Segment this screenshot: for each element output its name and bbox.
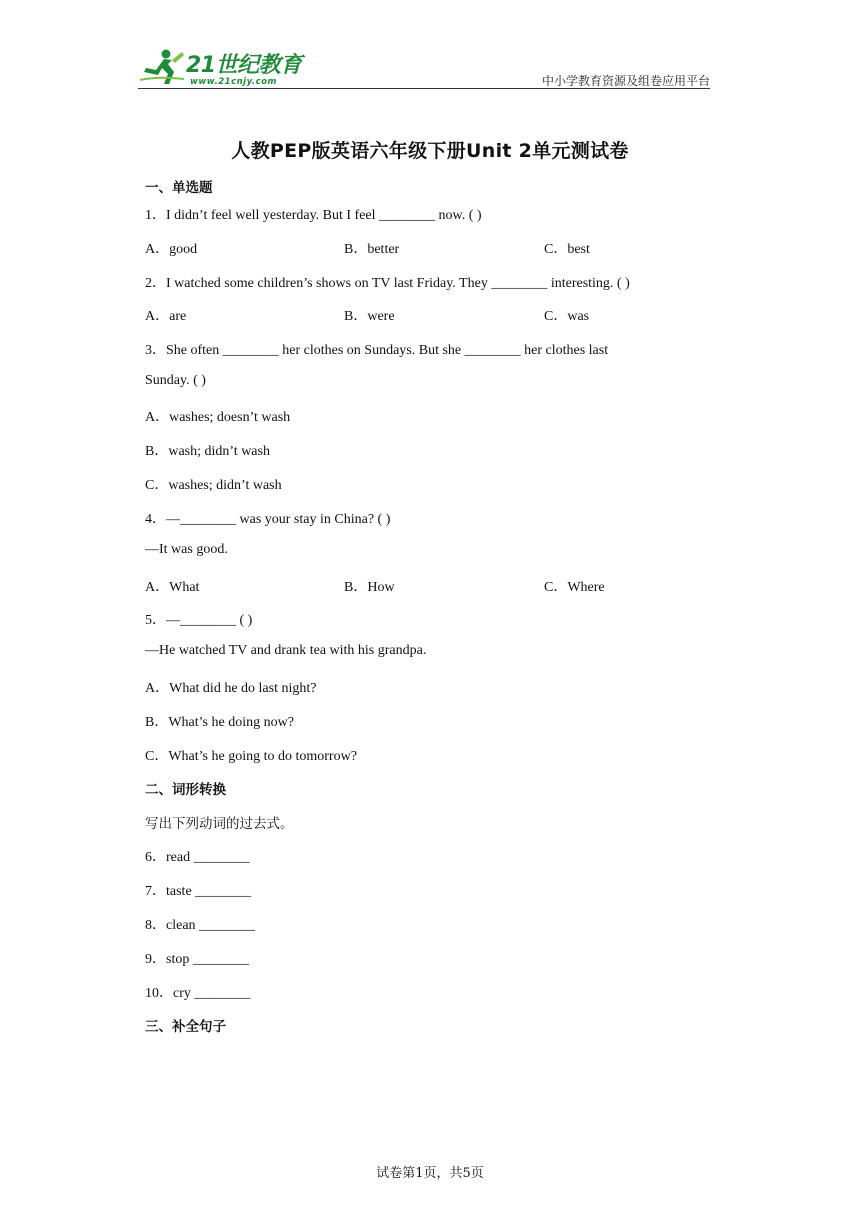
question-3-stem-line-1: 3．She often ________ her clothes on Sundays. But she ________ her clothes last: [145, 343, 609, 358]
question-3-stem-line-2: Sunday. ( ): [145, 373, 206, 388]
question-4-option-a[interactable]: A．What: [145, 580, 200, 595]
page-footer: 试卷第1页，共5页: [376, 1166, 484, 1181]
question-5-option-b[interactable]: B．What’s he doing now?: [145, 715, 294, 730]
runner-logo-icon: [138, 46, 188, 86]
question-5-option-a[interactable]: A．What did he do last night?: [145, 681, 317, 696]
question-2-option-c[interactable]: C．was: [544, 309, 590, 324]
question-5-stem: 5．—________ ( ): [145, 613, 253, 628]
header-divider: [138, 88, 710, 89]
question-1-option-b[interactable]: B．better: [344, 242, 400, 257]
page-title: 人教PEP版英语六年级下册Unit 2单元测试卷: [231, 140, 629, 162]
question-5-answer: —He watched TV and drank tea with his grandpa.: [145, 643, 427, 658]
question-4-option-b[interactable]: B．How: [344, 580, 395, 595]
question-9: 9．stop ________: [145, 952, 249, 967]
section-2-instruction: 写出下列动词的过去式。: [145, 816, 294, 832]
question-1-option-a[interactable]: A．good: [145, 242, 198, 257]
section-heading-1: 一、单选题: [145, 180, 213, 196]
question-4-option-c[interactable]: C．Where: [544, 580, 605, 595]
logo-url: www.21cnjy.com: [190, 77, 277, 87]
logo-text: 21世纪教育: [186, 53, 302, 78]
page-header: [138, 44, 710, 90]
question-3-option-c[interactable]: C．washes; didn’t wash: [145, 478, 282, 493]
question-7: 7．taste ________: [145, 884, 252, 899]
question-5-option-c[interactable]: C．What’s he going to do tomorrow?: [145, 749, 357, 764]
question-1-option-c[interactable]: C．best: [544, 242, 590, 257]
question-2-stem: 2．I watched some children’s shows on TV last Friday. They ________ interesting. ( ): [145, 276, 630, 291]
question-6: 6．read ________: [145, 850, 250, 865]
question-10: 10．cry ________: [145, 986, 251, 1001]
section-heading-3: 三、补全句子: [145, 1019, 226, 1035]
platform-label: 中小学教育资源及组卷应用平台: [541, 74, 710, 88]
question-3-option-a[interactable]: A．washes; doesn’t wash: [145, 410, 291, 425]
question-1-stem: 1．I didn’t feel well yesterday. But I feel ________ now. ( ): [145, 208, 482, 223]
question-2-option-a[interactable]: A．are: [145, 309, 187, 324]
question-4-stem: 4．—________ was your stay in China? ( ): [145, 512, 391, 527]
question-4-answer: —It was good.: [145, 542, 228, 557]
question-8: 8．clean ________: [145, 918, 256, 933]
question-3-option-b[interactable]: B．wash; didn’t wash: [145, 444, 270, 459]
section-heading-2: 二、词形转换: [145, 782, 226, 798]
question-2-option-b[interactable]: B．were: [344, 309, 395, 324]
logo: [138, 46, 318, 90]
